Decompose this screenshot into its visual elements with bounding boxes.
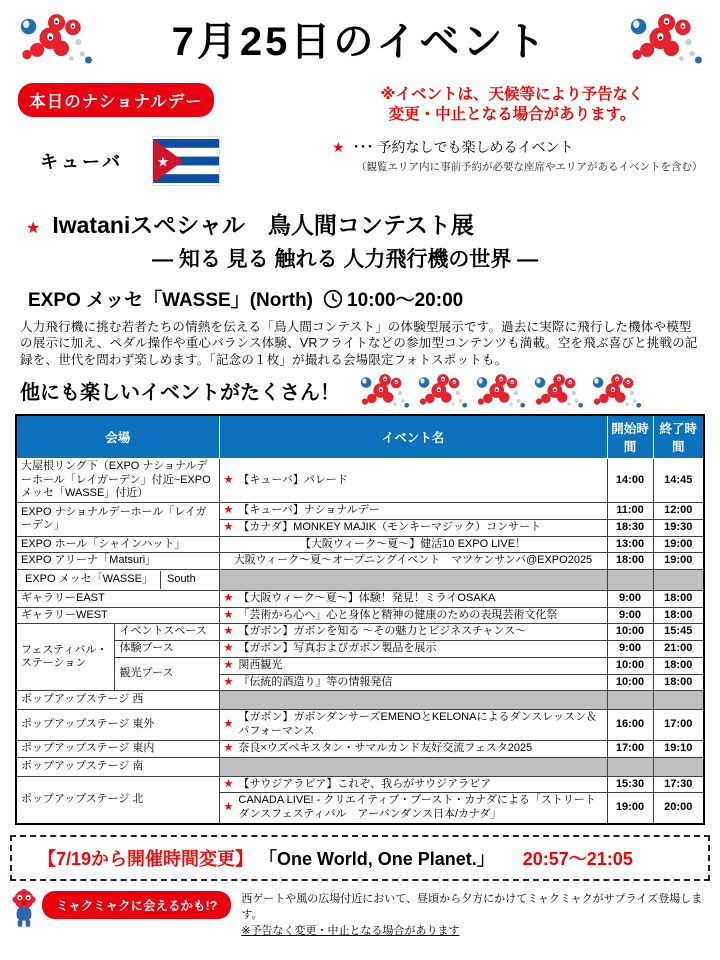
footer-badge: ミャクミャクに会えるかも!? <box>42 891 231 919</box>
table-row <box>16 691 704 710</box>
star-icon: ★ <box>223 801 234 814</box>
country-name: キューバ <box>40 152 124 172</box>
start-time-cell <box>607 691 653 710</box>
event-cell <box>219 757 607 776</box>
venue-sub-cell: イベントスペース <box>115 624 219 641</box>
end-time-cell: 15:45 <box>653 624 704 641</box>
myakumyaku-character-icon <box>8 889 40 927</box>
table-row <box>16 776 704 793</box>
mascot-strip <box>356 372 646 410</box>
star-icon: ★ <box>223 658 234 671</box>
event-cell: ★ 奈良×ウズベキスタン・サマルカンド友好交流フェスタ2025 <box>219 740 607 757</box>
start-time-cell: 16:00 <box>607 710 653 741</box>
end-time-cell: 19:00 <box>653 536 704 553</box>
svg-text:★: ★ <box>156 153 170 170</box>
end-time-cell: 18:00 <box>653 674 704 691</box>
featured-event-venue-row <box>28 285 720 312</box>
start-time-cell: 14:00 <box>607 458 653 502</box>
end-time-cell: 18:00 <box>653 607 704 624</box>
myakumyaku-logo-icon <box>472 372 528 410</box>
star-legend <box>332 137 706 174</box>
venue-header: 会場 <box>16 415 219 459</box>
star-icon: ★ <box>223 718 234 731</box>
venue-cell: ポップアップステージ 北 <box>16 776 219 824</box>
national-day-badge: 本日のナショナルデー <box>18 83 214 117</box>
myakumyaku-logo-icon <box>356 372 412 410</box>
featured-event-description: 人力飛行機に挑む若者たちの情熱を伝える「鳥人間コンテスト」の体験型展示です。過去に実際に飛行した機体や模型の展示に加え、ペダル操作や重心バランス体験、VRフライトなどの参加型コンテンツも満載。空を飛ぶ喜びと挑戦の記録を、世代を問わず楽しめます。「記念の１枚」が撮れる会場限定フォトスポットも。 <box>20 320 698 367</box>
start-time-cell: 10:00 <box>607 674 653 691</box>
venue-cell: EXPO アリーナ「Matsuri」 <box>16 553 219 570</box>
footer-note-line2: ※予告なく変更・中止となる場合があります <box>241 924 460 937</box>
venue-cell: EXPO メッセ「WASSE」 South <box>16 570 219 591</box>
start-time-cell <box>607 570 653 591</box>
star-icon: ★ <box>26 220 41 237</box>
table-row <box>16 536 704 553</box>
national-day-left <box>18 83 318 185</box>
end-time-cell: 19:10 <box>653 740 704 757</box>
table-row <box>16 710 704 741</box>
featured-event-title-row <box>26 207 720 240</box>
start-time-cell: 10:00 <box>607 624 653 641</box>
star-icon: ★ <box>223 642 234 654</box>
schedule-change-label: 【7/19から開催時間変更】 <box>38 848 254 869</box>
star-icon: ★ <box>223 777 234 790</box>
venue-sub-cell: 観光ブース <box>115 657 219 691</box>
star-icon: ★ <box>223 504 234 516</box>
country-row <box>40 137 318 185</box>
star-icon: ★ <box>223 520 234 533</box>
star-icon: ★ <box>223 473 234 486</box>
end-time-cell: 19:30 <box>653 519 704 536</box>
start-time-cell: 18:00 <box>607 553 653 570</box>
more-events-row <box>20 372 720 410</box>
venue-cell: ギャラリーWEST <box>16 607 219 624</box>
start-time-cell: 17:00 <box>607 740 653 757</box>
start-time-cell <box>607 757 653 776</box>
event-header: イベント名 <box>219 415 607 459</box>
schedule-change-time: 20:57～21:05 <box>522 848 633 869</box>
venue-cell: ポップアップステージ 東内 <box>16 740 219 757</box>
end-time-cell <box>653 757 704 776</box>
end-time-cell <box>653 691 704 710</box>
table-row <box>16 624 704 641</box>
end-time-cell: 18:00 <box>653 590 704 607</box>
venue-cell: ギャラリーEAST <box>16 590 219 607</box>
featured-event-subtitle: ― 知る 見る 触れる 人力飛行機の世界 ― <box>152 248 539 271</box>
weather-notice <box>318 85 706 125</box>
venue-cell: ポップアップステージ 西 <box>16 691 219 710</box>
cuba-flag-icon <box>153 137 219 185</box>
weather-notice-line1: ※イベントは、天候等により予告なく <box>380 86 644 103</box>
event-cell <box>219 691 607 710</box>
start-time-cell: 18:30 <box>607 519 653 536</box>
table-row <box>16 503 704 520</box>
schedule-change-box <box>10 835 710 881</box>
more-events-heading: 他にも楽しいイベントがたくさん！ <box>20 382 340 405</box>
event-cell: ★ 「芸術から心へ」心と身体と精神の健康のための表現芸術文化祭 <box>219 607 607 624</box>
table-row <box>16 570 704 591</box>
start-time-cell: 9:00 <box>607 607 653 624</box>
myakumyaku-logo-icon <box>414 372 470 410</box>
event-cell: ★ CANADA LIVE! - クリエイティブ・ブースト・カナダによる「ストリートダンスフェスティバル アーバンダンス日本/カナダ」 <box>219 793 607 824</box>
event-cell: ★ 【サウジアラビア】これぞ、我らがサウジアラビア <box>219 776 607 793</box>
schedule-change-event: 「One World, One Planet.」 <box>259 848 495 869</box>
events-table <box>15 414 705 825</box>
myakumyaku-logo-icon <box>588 372 644 410</box>
table-row <box>16 458 704 502</box>
start-time-cell: 10:00 <box>607 657 653 674</box>
table-row <box>16 757 704 776</box>
venue-cell: EXPO ナショナルデーホール「レイガーデン」 <box>16 503 219 537</box>
featured-event-section <box>20 207 720 368</box>
table-row <box>16 641 704 658</box>
footer-note-line1: 西ゲートや風の広場付近において、昼頃から夕方にかけてミャクミャクがサプライズ登場します。 <box>241 892 703 921</box>
end-header: 終了時間 <box>653 415 704 459</box>
end-time-cell: 18:00 <box>653 657 704 674</box>
start-header: 開始時間 <box>607 415 653 459</box>
table-row <box>16 607 704 624</box>
start-time-cell: 15:30 <box>607 776 653 793</box>
star-legend-text: ･･･ 予約なしでも楽しめるイベント <box>352 139 574 156</box>
end-time-cell: 19:00 <box>653 553 704 570</box>
star-icon: ★ <box>223 625 234 638</box>
page-header <box>0 0 720 69</box>
venue-cell: ポップアップステージ 東外 <box>16 710 219 741</box>
start-time-cell: 9:00 <box>607 641 653 658</box>
venue-cell: ポップアップステージ 南 <box>16 757 219 776</box>
star-legend-note: （観覧エリア内に事前予約が必要な座席やエリアがあるイベントを含む） <box>356 161 703 174</box>
event-cell: ★ 【ガボン】ガボンを知る ～その魅力とビジネスチャンス～ <box>219 624 607 641</box>
start-time-cell: 11:00 <box>607 503 653 520</box>
event-cell: ★ 【カナダ】MONKEY MAJIK（モンキーマジック）コンサート <box>219 519 607 536</box>
table-row <box>16 657 704 674</box>
end-time-cell: 20:00 <box>653 793 704 824</box>
venue-cell: EXPO ホール「シャインハット」 <box>16 536 219 553</box>
start-time-cell: 9:00 <box>607 590 653 607</box>
venue-cell: フェスティバル・ステーション <box>16 624 115 691</box>
myakumyaku-logo-icon <box>16 11 94 67</box>
table-row <box>16 553 704 570</box>
event-cell: ★ 【キューバ】パレード <box>219 458 607 502</box>
notices-column <box>318 83 706 185</box>
event-cell: ★ 『伝統的酒造り』等の情報発信 <box>219 674 607 691</box>
clock-icon <box>323 289 343 309</box>
event-cell: ★ 関西観光 <box>219 657 607 674</box>
star-icon: ★ <box>223 608 234 621</box>
event-cell: ★ 【大阪ウィーク～夏～】体験！発見！ミライOSAKA <box>219 590 607 607</box>
end-time-cell: 21:00 <box>653 641 704 658</box>
end-time-cell: 14:45 <box>653 458 704 502</box>
star-icon: ★ <box>223 591 234 604</box>
featured-event-hours: 10:00～20:00 <box>347 290 464 311</box>
page-title: 7月25日のイベント <box>171 20 549 64</box>
venue-sub-cell: 体験ブース <box>115 641 219 658</box>
end-time-cell: 17:00 <box>653 710 704 741</box>
table-row <box>16 740 704 757</box>
weather-notice-line2: 変更・中止となる場合があります。 <box>388 106 636 124</box>
event-cell: ★ 【キューバ】ナショナルデー <box>219 503 607 520</box>
footer-section <box>8 889 710 940</box>
myakumyaku-logo-icon <box>530 372 586 410</box>
star-legend-main <box>332 137 706 157</box>
event-cell <box>219 570 607 591</box>
star-icon: ★ <box>332 139 345 156</box>
end-time-cell: 17:30 <box>653 776 704 793</box>
venue-cell: 大屋根リング下（EXPO ナショナルデーホール「レイガーデン」付近~EXPO メッセ「WASSE」付近） <box>16 458 219 502</box>
featured-event-title: Iwataniスペシャル 鳥人間コンテスト展 <box>52 212 474 238</box>
featured-event-venue: EXPO メッセ「WASSE」(North) <box>28 290 314 311</box>
event-cell: 【大阪ウィーク～夏～】健活10 EXPO LIVE！ <box>219 536 607 553</box>
footer-note <box>241 889 710 940</box>
event-cell: 大阪ウィーク～夏～オープニングイベント マツケンサンバ@EXPO2025 <box>219 553 607 570</box>
table-row <box>16 590 704 607</box>
start-time-cell: 19:00 <box>607 793 653 824</box>
event-cell: ★ 【ガボン】写真およびガボン製品を展示 <box>219 641 607 658</box>
event-cell: ★ 【ガボン】ガボンダンサーズEMENOとKELONAによるダンスレッスン＆パフォーマンス <box>219 710 607 741</box>
table-header-row <box>16 415 704 459</box>
end-time-cell <box>653 570 704 591</box>
myakumyaku-logo-icon <box>626 11 704 67</box>
star-icon: ★ <box>223 741 234 754</box>
national-day-section <box>18 83 706 185</box>
start-time-cell: 13:00 <box>607 536 653 553</box>
end-time-cell: 12:00 <box>653 503 704 520</box>
star-icon: ★ <box>223 675 234 688</box>
